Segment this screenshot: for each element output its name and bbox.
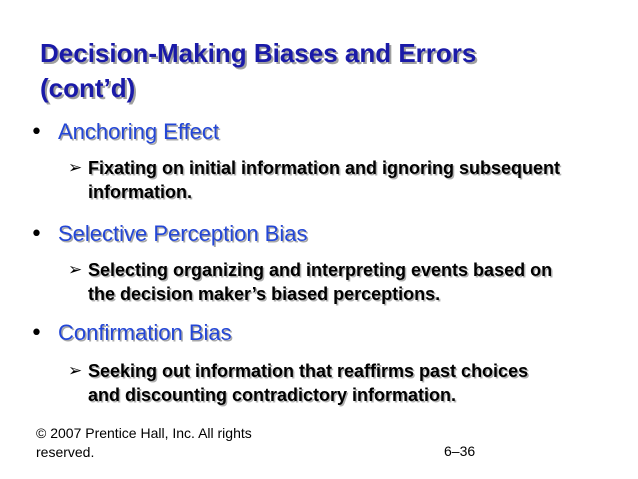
- sub-bullet-line-1: Fixating on initial information and ignoring subsequent: [88, 158, 560, 178]
- bullet-confirmation-bias: [30, 318, 232, 348]
- bullet-label: Confirmation Bias: [58, 320, 232, 345]
- arrow-bullet-icon: ➢: [68, 158, 83, 178]
- sub-bullet-selective-perception-bias: [68, 258, 588, 306]
- slide-title: [40, 36, 600, 106]
- copyright-footer: [36, 424, 252, 462]
- title-line-1: Decision-Making Biases and Errors: [40, 38, 477, 68]
- sub-bullet-confirmation-bias: [68, 359, 588, 407]
- sub-bullet-anchoring-effect: [68, 156, 588, 204]
- title-line-2: (cont’d): [40, 73, 136, 103]
- bullet-label: Selective Perception Bias: [58, 221, 308, 246]
- sub-bullet-line-2: and discounting contradictory information.: [88, 385, 457, 405]
- sub-bullet-line-2: the decision maker’s biased perceptions.: [88, 284, 441, 304]
- sub-bullet-line-2: information.: [88, 182, 192, 202]
- bullet-anchoring-effect: [30, 117, 219, 147]
- page-number: 6–36: [444, 443, 476, 459]
- arrow-bullet-icon: ➢: [68, 260, 83, 280]
- sub-bullet-line-1: Seeking out information that reaffirms past choices: [88, 361, 529, 381]
- bullet-dot-icon: •: [30, 119, 43, 145]
- bullet-dot-icon: •: [30, 221, 43, 247]
- footer-line-1: © 2007 Prentice Hall, Inc. All rights: [36, 425, 252, 441]
- arrow-bullet-icon: ➢: [68, 361, 83, 381]
- bullet-dot-icon: •: [30, 320, 43, 346]
- bullet-selective-perception-bias: [30, 219, 307, 249]
- bullet-label: Anchoring Effect: [58, 119, 220, 144]
- sub-bullet-line-1: Selecting organizing and interpreting events based on: [88, 260, 553, 280]
- footer-line-2: reserved.: [36, 444, 95, 460]
